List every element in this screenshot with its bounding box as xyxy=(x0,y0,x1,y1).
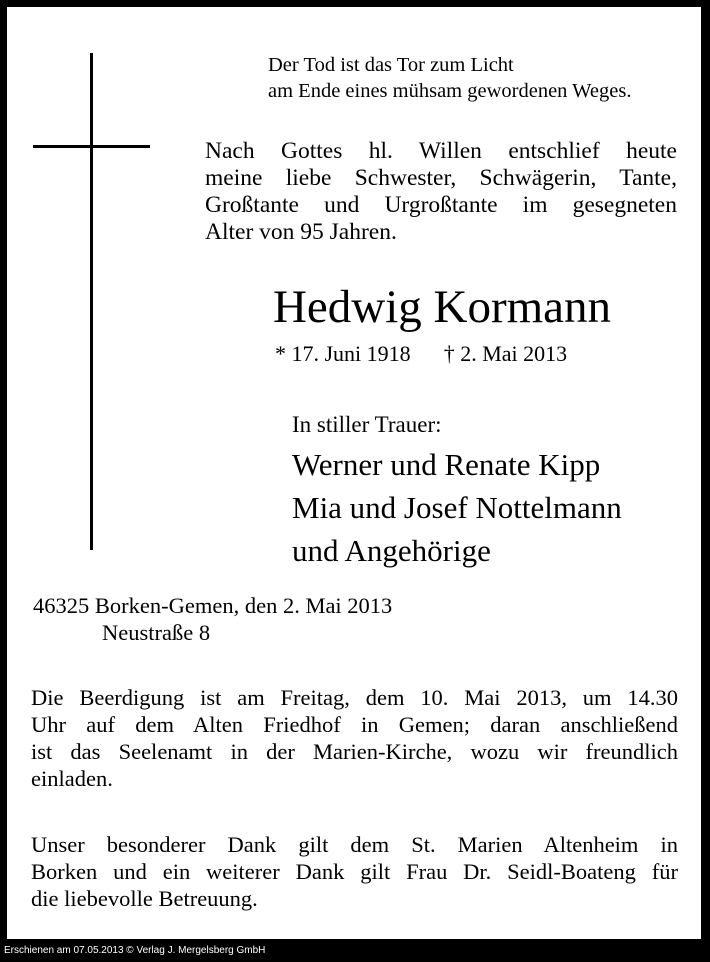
funeral-details xyxy=(31,684,678,792)
thanks-line: Borken und ein weiterer Dank gilt Frau Dr. Seidl-Boateng für xyxy=(31,859,678,884)
mourners-list xyxy=(292,443,622,572)
funeral-line: einladen. xyxy=(31,766,113,791)
mourner-name: Mia und Josef Nottelmann xyxy=(292,490,622,525)
announcement-line: Großtante und Urgroßtante im gesegneten xyxy=(205,192,677,218)
thanks-line: die liebevolle Betreuung. xyxy=(31,886,258,911)
death-announcement-text xyxy=(205,138,677,246)
cross-vertical-bar xyxy=(90,53,93,550)
funeral-line: ist das Seelenamt in der Marien-Kirche, wozu wir freundlich xyxy=(31,739,678,764)
mourner-name: Werner und Renate Kipp xyxy=(292,447,601,482)
birth-date: * 17. Juni 1918 xyxy=(275,341,411,366)
obituary-card xyxy=(7,7,701,939)
epitaph-quote xyxy=(268,52,688,104)
place-and-date: 46325 Borken-Gemen, den 2. Mai 2013 xyxy=(33,593,393,618)
announcement-line: Alter von 95 Jahren. xyxy=(205,219,397,245)
funeral-line: Die Beerdigung ist am Freitag, dem 10. Mai 2013, um 14.30 xyxy=(31,685,678,710)
cross-horizontal-bar xyxy=(33,145,150,148)
announcement-line: Nach Gottes hl. Willen entschlief heute xyxy=(205,138,677,164)
quote-line: Der Tod ist das Tor zum Licht xyxy=(268,54,514,76)
life-dates xyxy=(275,340,675,368)
thanks-paragraph xyxy=(31,831,678,912)
publication-footer: Erschienen am 07.05.2013 © Verlag J. Mergelsberg GmbH xyxy=(4,945,266,956)
deceased-name: Hedwig Kormann xyxy=(272,281,612,333)
mourner-name: und Angehörige xyxy=(292,533,491,568)
street-address: Neustraße 8 xyxy=(102,620,211,645)
mourning-label: In stiller Trauer: xyxy=(292,412,442,437)
announcement-line: meine liebe Schwester, Schwägerin, Tante, xyxy=(205,165,677,191)
thanks-line: Unser besonderer Dank gilt dem St. Marien Altenheim in xyxy=(31,832,678,857)
death-date: † 2. Mai 2013 xyxy=(443,341,568,366)
quote-line: am Ende eines mühsam gewordenen Weges. xyxy=(268,80,632,102)
funeral-line: Uhr auf dem Alten Friedhof in Gemen; daran anschließend xyxy=(31,712,678,737)
